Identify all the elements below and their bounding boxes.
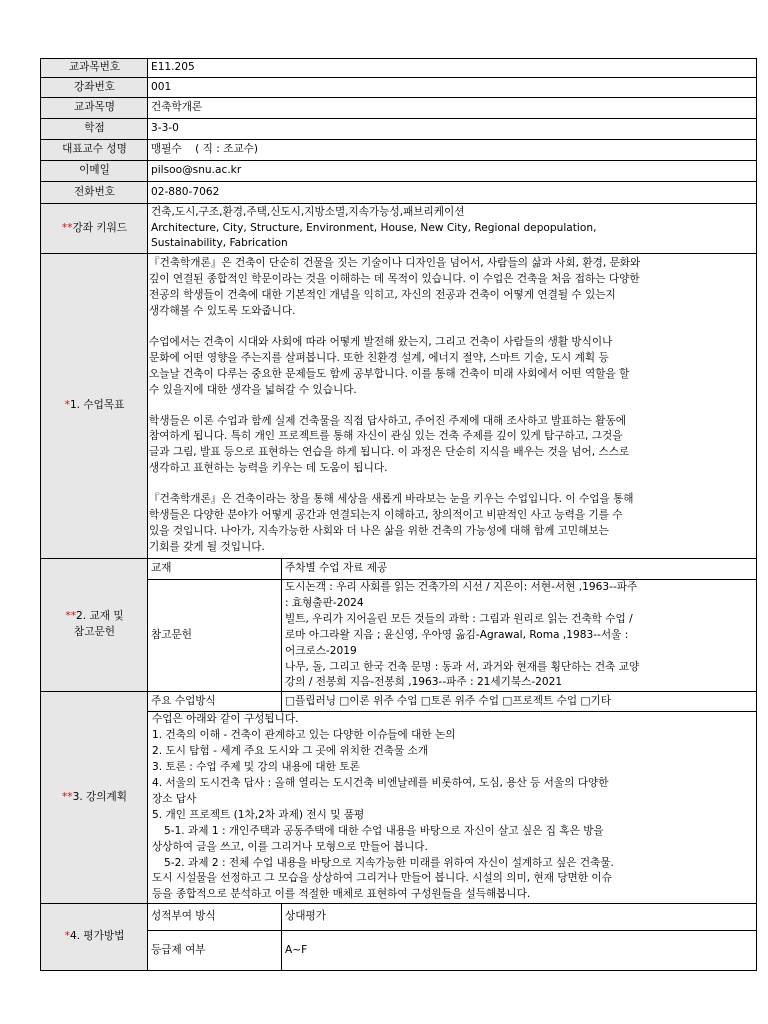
grading-value: 상대평가 — [282, 904, 757, 931]
course-no-label: 교과목번호 — [41, 59, 148, 78]
text-line: 『건축학개론』은 건축이 단순히 건물을 짓는 기술이나 디자인을 넘어서, 사람들의 삶과 사회, 환경, 문화와 — [149, 257, 641, 270]
materials-label-line2: 참고문헌 — [74, 626, 115, 639]
row-teaching-method — [41, 692, 757, 712]
row-grading — [41, 904, 757, 931]
text-line: 글과 그림, 발표 등으로 표현하는 연습을 하게 됩니다. 이 과정은 단순히 지식을 배우는 것을 넘어, 스스로 — [149, 446, 630, 459]
syllabus-table — [40, 58, 757, 971]
plan-detail — [148, 712, 757, 904]
section-no-label: 강좌번호 — [41, 78, 148, 98]
keywords-line: Sustainability, Fabrication — [151, 237, 288, 250]
phone-value: 02-880-7062 — [148, 182, 757, 204]
evaluation-label: 4. 평가방법 — [69, 930, 125, 943]
keywords-value — [148, 204, 757, 254]
text-line: 생각하고 표현하는 능력을 키우는 데 도움이 됩니다. — [149, 462, 388, 475]
row-plan-detail — [41, 712, 757, 904]
plan-line: 5-2. 과제 2 : 전체 수업 내용을 바탕으로 지속가능한 미래를 위하여 자신이 설계하고 싶은 건축물. — [164, 856, 614, 869]
text-line: 생각해볼 수 있도록 도와줍니다. — [149, 304, 296, 317]
plan-line: 상상하여 글을 쓰고, 이를 그리거나 모형으로 만들어 봅니다. — [152, 840, 428, 853]
plan-label: 3. 강의계획 — [72, 790, 127, 803]
row-references — [41, 580, 757, 692]
row-textbook — [41, 559, 757, 580]
text-line: 오늘날 건축이 다루는 중요한 문제들도 함께 공부합니다. 이를 통해 건축이 미래 사회에서 어떤 역할을 할 — [149, 367, 630, 380]
text-line: 기회를 갖게 될 것입니다. — [149, 540, 265, 553]
professor-label: 대표교수 성명 — [41, 140, 148, 161]
teaching-method-options: □플립러닝 □이론 위주 수업 □토론 위주 수업 □프로젝트 수업 □기타 — [282, 692, 757, 712]
materials-label-cell — [41, 559, 148, 692]
plan-line: 5. 개인 프로젝트 (1차,2차 과제) 전시 및 품평 — [152, 808, 365, 821]
reference-line: 빌트, 우리가 지어올린 모든 것들의 과학 : 그림과 원리로 읽는 건축학 수업 / — [285, 612, 633, 625]
required-marker: ** — [65, 610, 77, 623]
textbook-label: 교재 — [148, 559, 282, 580]
text-line: 전공의 학생들이 건축에 대한 기본적인 개념을 익히고, 자신의 전공과 건축이 어떻게 연결될 수 있는지 — [149, 289, 616, 302]
email-value: pilsoo@snu.ac.kr — [148, 161, 757, 182]
row-objectives — [41, 254, 757, 559]
materials-label: 2. 교재 및 — [76, 610, 124, 623]
grading-label: 성적부여 방식 — [148, 904, 282, 931]
required-marker: * — [64, 399, 70, 412]
row-professor — [41, 140, 757, 161]
row-course-no — [41, 59, 757, 78]
text-line: 깊이 연결된 종합적인 학문이라는 것을 이해하는 데 목적이 있습니다. 이 수업은 건축을 처음 접하는 다양한 — [149, 273, 640, 286]
row-keywords — [41, 204, 757, 254]
references-value — [282, 580, 757, 692]
required-marker: ** — [61, 221, 73, 234]
text-line: 있을 것입니다. 나아가, 지속가능한 사회와 더 나은 삶을 위한 건축의 가능성에 대해 함께 고민해보는 — [149, 524, 609, 537]
references-label: 참고문헌 — [148, 580, 282, 692]
objectives-label: 1. 수업목표 — [69, 399, 125, 412]
text-line: 문화에 어떤 영향을 주는지를 살펴봅니다. 또한 친환경 설계, 에너지 절약, 스마트 기술, 도시 계획 등 — [149, 351, 609, 364]
reference-line: 도시논객 : 우리 사회를 읽는 건축가의 시선 / 지은이: 서현-서현 ,1963--파주 — [285, 581, 638, 593]
keywords-line: 건축,도시,구조,환경,주택,신도시,지방소멸,지속가능성,패브리케이션 — [151, 205, 465, 218]
plan-line: 4. 서울의 도시건축 답사 : 올해 열리는 도시건축 비엔날레를 비롯하여, 도심, 용산 등 서울의 다양한 — [152, 776, 609, 789]
required-marker: * — [64, 930, 70, 943]
objectives-text — [148, 254, 757, 559]
phone-label: 전화번호 — [41, 182, 148, 204]
grade-system-label: 등급제 여부 — [148, 931, 282, 971]
evaluation-label-cell — [41, 904, 148, 971]
plan-line: 3. 토론 : 수업 주제 및 강의 내용에 대한 토론 — [152, 761, 360, 774]
plan-line: 2. 도시 탐험 - 세계 주요 도시와 그 곳에 위치한 건축물 소개 — [152, 745, 429, 758]
professor-value: 맹필수 ( 직 : 조교수) — [148, 140, 757, 161]
keywords-label-cell — [41, 204, 148, 254]
plan-line: 장소 답사 — [152, 792, 197, 805]
row-email — [41, 161, 757, 182]
text-line: 학생들은 다양한 분야가 어떻게 공간과 연결되는지 이해하고, 창의적이고 비판적인 사고 능력을 기를 수 — [149, 509, 623, 522]
row-phone — [41, 182, 757, 204]
text-line: 수업에서는 건축이 시대와 사회에 따라 어떻게 발전해 왔는지, 그리고 건축이 사람들의 생활 방식이나 — [149, 335, 613, 348]
objectives-label-cell — [41, 254, 148, 559]
row-course-name — [41, 98, 757, 119]
objectives-paragraph — [149, 256, 756, 320]
course-name-label: 교과목명 — [41, 98, 148, 119]
reference-line: 어크로스-2019 — [285, 644, 357, 657]
email-label: 이메일 — [41, 161, 148, 182]
keywords-line: Architecture, City, Structure, Environment, House, New City, Regional depopulation, — [151, 221, 597, 234]
plan-line: 도시 시설물을 선정하고 그 모습을 상상하여 그리거나 만들어 봅니다. 시설의 의미, 현재 당면한 이슈 — [152, 872, 612, 885]
text-line: 참여하게 됩니다. 특히 개인 프로젝트를 통해 자신이 관심 있는 건축 주제를 깊이 있게 탐구하고, 그것을 — [149, 430, 623, 443]
textbook-value: 주차별 수업 자료 제공 — [282, 559, 757, 580]
course-name-value: 건축학개론 — [148, 98, 757, 119]
plan-line: 수업은 아래와 같이 구성됩니다. — [152, 713, 299, 726]
plan-line: 5-1. 과제 1 : 개인주택과 공동주택에 대한 수업 내용을 바탕으로 자신이 살고 싶은 집 혹은 방을 — [164, 824, 604, 837]
text-line: 『건축학개론』은 건축이라는 창을 통해 세상을 새롭게 바라보는 눈을 키우는 수업입니다. 이 수업을 통해 — [149, 493, 634, 506]
objectives-paragraph — [149, 414, 756, 478]
reference-line: 강의 / 전봉희 지음-전봉희 ,1963--파주 : 21세기북스-2021 — [285, 676, 563, 689]
required-marker: ** — [61, 790, 73, 803]
text-line: 수 있을지에 대한 생각을 넓혀갈 수 있습니다. — [149, 383, 357, 396]
section-no-value: 001 — [148, 78, 757, 98]
reference-line: : 효형출판-2024 — [285, 596, 364, 609]
reference-line: 로마 아그라왈 지음 ; 윤신영, 우아영 옮김-Agrawal, Roma ,1983--서울 : — [285, 628, 629, 641]
text-line: 학생들은 이론 수업과 함께 실제 건축물을 직접 답사하고, 주어진 주제에 대해 조사하고 발표하는 활동에 — [149, 414, 626, 427]
keywords-label: 강좌 키워드 — [72, 221, 128, 234]
row-grade-system — [41, 931, 757, 971]
row-credits — [41, 119, 757, 140]
plan-line: 등을 종합적으로 분석하고 이를 적절한 매체로 표현하여 구성원들을 설득해봅니다. — [152, 888, 531, 901]
row-section-no — [41, 78, 757, 98]
objectives-paragraph — [149, 492, 756, 556]
teaching-method-label: 주요 수업방식 — [148, 692, 282, 712]
course-no-value: E11.205 — [148, 59, 757, 78]
reference-line: 나무, 돌, 그리고 한국 건축 문명 : 동과 서, 과거와 현재를 횡단하는 건축 교양 — [285, 660, 640, 673]
credits-value: 3-3-0 — [148, 119, 757, 140]
plan-label-cell — [41, 692, 148, 904]
plan-line: 1. 건축의 이해 - 건축이 관계하고 있는 다양한 이슈들에 대한 논의 — [152, 729, 456, 742]
credits-label: 학점 — [41, 119, 148, 140]
objectives-paragraph — [149, 335, 756, 399]
grade-system-value: A~F — [282, 931, 757, 971]
